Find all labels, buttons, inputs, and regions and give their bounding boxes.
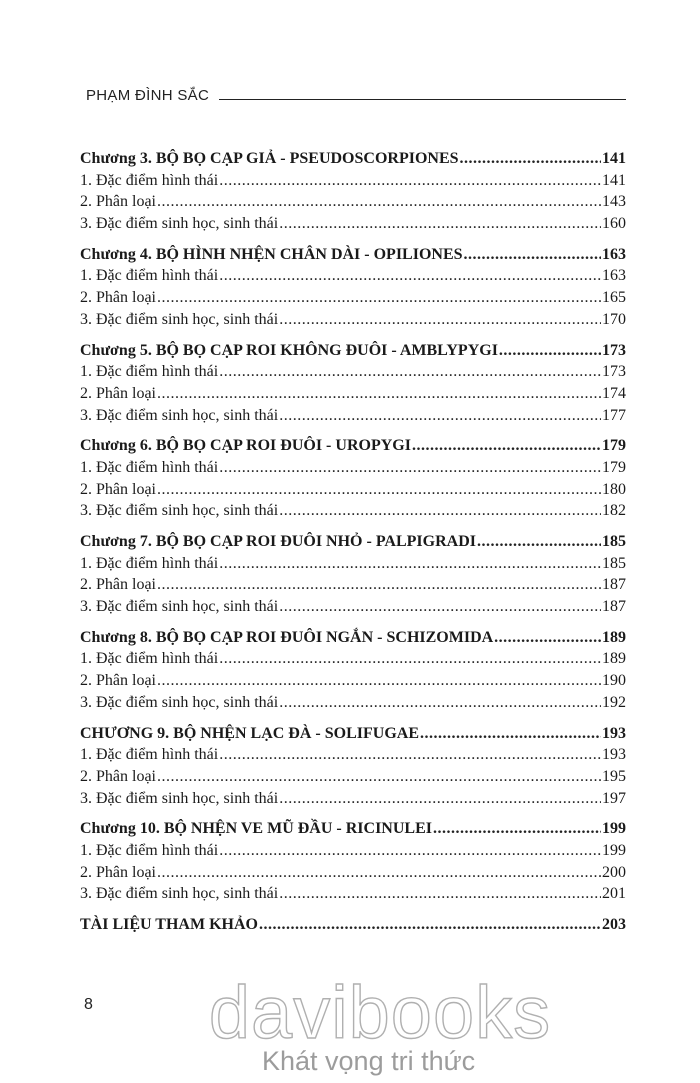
entry-label: 2. Phân loại [80, 767, 156, 785]
table-of-contents [80, 148, 626, 936]
dot-leader [157, 766, 601, 788]
entry-page: 160 [602, 215, 626, 233]
toc-entry [80, 170, 626, 192]
references-heading [80, 914, 626, 936]
running-header [86, 80, 626, 104]
dot-leader [433, 818, 601, 840]
chapter-title: Chương 10. BỘ NHỆN VE MŨ ĐẦU - RICINULEI [80, 820, 432, 838]
toc-entry [80, 479, 626, 501]
dot-leader [157, 287, 601, 309]
toc-chapter [80, 244, 626, 331]
entry-label: 3. Đặc điểm sinh học, sinh thái [80, 693, 279, 711]
entry-page: 193 [602, 746, 626, 764]
dot-leader [157, 574, 601, 596]
entry-page: 174 [602, 384, 626, 402]
toc-entry [80, 287, 626, 309]
dot-leader [464, 244, 601, 266]
dot-leader [157, 383, 601, 405]
toc-entry [80, 457, 626, 479]
toc-chapter [80, 148, 626, 235]
toc-chapter [80, 723, 626, 810]
chapter-page: 141 [602, 150, 626, 167]
chapter-heading [80, 531, 626, 553]
toc-entry [80, 670, 626, 692]
dot-leader [157, 191, 601, 213]
toc-entry [80, 361, 626, 383]
chapter-heading [80, 148, 626, 170]
dot-leader [279, 788, 601, 810]
chapter-title: Chương 5. BỘ BỌ CẠP ROI KHÔNG ĐUÔI - AMBLYPYGI [80, 341, 498, 359]
toc-entry [80, 648, 626, 670]
entry-page: 190 [602, 672, 626, 690]
dot-leader [279, 883, 601, 905]
entry-page: 182 [602, 502, 626, 520]
entry-page: 179 [602, 458, 626, 476]
entry-label: 3. Đặc điểm sinh học, sinh thái [80, 885, 279, 903]
entry-label: 3. Đặc điểm sinh học, sinh thái [80, 502, 279, 520]
dot-leader [279, 596, 601, 618]
entry-page: 143 [602, 193, 626, 211]
dot-leader [420, 723, 601, 745]
chapter-title: CHƯƠNG 9. BỘ NHỆN LẠC ĐÀ - SOLIFUGAE [80, 724, 419, 742]
entry-page: 165 [602, 289, 626, 307]
chapter-title: Chương 8. BỘ BỌ CẠP ROI ĐUÔI NGẮN - SCHIZOMIDA [80, 628, 494, 646]
chapter-page: 185 [602, 533, 626, 550]
dot-leader [279, 405, 601, 427]
entry-page: 185 [602, 554, 626, 572]
dot-leader [279, 500, 601, 522]
dot-leader [219, 648, 601, 670]
chapter-title: Chương 6. BỘ BỌ CẠP ROI ĐUÔI - UROPYGI [80, 437, 411, 455]
entry-page: 199 [602, 841, 626, 859]
entry-label: 3. Đặc điểm sinh học, sinh thái [80, 406, 279, 424]
chapter-heading [80, 435, 626, 457]
author-name: PHẠM ĐÌNH SẮC [86, 87, 210, 104]
entry-label: 2. Phân loại [80, 576, 156, 594]
entry-label: 2. Phân loại [80, 672, 156, 690]
chapter-heading [80, 818, 626, 840]
toc-entry [80, 766, 626, 788]
watermark-brand: davibooks [208, 971, 552, 1054]
entry-page: 197 [602, 789, 626, 807]
entry-label: 3. Đặc điểm sinh học, sinh thái [80, 215, 279, 233]
dot-leader [279, 309, 601, 331]
dot-leader [219, 457, 601, 479]
entry-page: 173 [602, 363, 626, 381]
chapter-heading [80, 723, 626, 745]
entry-label: 1. Đặc điểm hình thái [80, 458, 219, 476]
toc-entry [80, 788, 626, 810]
toc-entry [80, 405, 626, 427]
toc-entry [80, 744, 626, 766]
toc-entry [80, 862, 626, 884]
dot-leader [157, 479, 601, 501]
chapter-title: Chương 7. BỘ BỌ CẠP ROI ĐUÔI NHỎ - PALPIGRADI [80, 533, 476, 550]
dot-leader [219, 840, 601, 862]
dot-leader [259, 914, 601, 936]
chapter-page: 193 [602, 724, 626, 742]
references-page: 203 [602, 916, 626, 933]
dot-leader [219, 265, 601, 287]
dot-leader [477, 531, 601, 553]
entry-label: 1. Đặc điểm hình thái [80, 746, 219, 764]
chapter-page: 199 [602, 820, 626, 838]
chapter-heading [80, 244, 626, 266]
entry-label: 3. Đặc điểm sinh học, sinh thái [80, 598, 279, 616]
chapter-page: 163 [602, 245, 626, 263]
dot-leader [279, 692, 601, 714]
toc-entry [80, 213, 626, 235]
chapter-page: 179 [602, 437, 626, 455]
dot-leader [219, 170, 601, 192]
toc-entry [80, 574, 626, 596]
toc-chapter [80, 435, 626, 522]
entry-label: 1. Đặc điểm hình thái [80, 267, 219, 285]
entry-label: 3. Đặc điểm sinh học, sinh thái [80, 310, 279, 328]
entry-label: 1. Đặc điểm hình thái [80, 171, 219, 189]
watermark-slogan: Khát vọng tri thức [262, 1046, 476, 1076]
dot-leader [279, 213, 601, 235]
dot-leader [460, 148, 601, 170]
toc-chapter [80, 340, 626, 427]
chapter-heading [80, 340, 626, 362]
toc-entry [80, 309, 626, 331]
entry-label: 1. Đặc điểm hình thái [80, 650, 219, 668]
entry-page: 201 [602, 885, 626, 903]
chapter-heading [80, 627, 626, 649]
dot-leader [494, 627, 601, 649]
entry-page: 170 [602, 310, 626, 328]
toc-entry [80, 883, 626, 905]
entry-label: 1. Đặc điểm hình thái [80, 363, 219, 381]
dot-leader [157, 862, 601, 884]
dot-leader [219, 361, 601, 383]
entry-label: 2. Phân loại [80, 384, 156, 402]
entry-page: 141 [602, 171, 626, 189]
entry-label: 3. Đặc điểm sinh học, sinh thái [80, 789, 279, 807]
toc-entry [80, 265, 626, 287]
dot-leader [412, 435, 601, 457]
entry-page: 180 [602, 480, 626, 498]
entry-page: 195 [602, 767, 626, 785]
entry-label: 1. Đặc điểm hình thái [80, 554, 219, 572]
header-rule [219, 99, 626, 100]
entry-page: 177 [602, 406, 626, 424]
entry-page: 163 [602, 267, 626, 285]
toc-entry [80, 500, 626, 522]
publisher-watermark [0, 968, 700, 1083]
chapter-title: Chương 3. BỘ BỌ CẠP GIẢ - PSEUDOSCORPIONES [80, 150, 459, 167]
chapter-page: 173 [602, 341, 626, 359]
toc-entry [80, 692, 626, 714]
dot-leader [499, 340, 601, 362]
entry-label: 1. Đặc điểm hình thái [80, 841, 219, 859]
entry-label: 2. Phân loại [80, 480, 156, 498]
toc-chapter [80, 627, 626, 714]
page-number: 8 [84, 996, 93, 1013]
entry-label: 2. Phân loại [80, 863, 156, 881]
toc-entry [80, 553, 626, 575]
dot-leader [219, 553, 601, 575]
chapter-title: Chương 4. BỘ HÌNH NHỆN CHÂN DÀI - OPILIONES [80, 245, 463, 263]
toc-chapter [80, 531, 626, 618]
dot-leader [219, 744, 601, 766]
entry-label: 2. Phân loại [80, 193, 156, 211]
toc-entry [80, 191, 626, 213]
entry-page: 187 [602, 598, 626, 616]
dot-leader [157, 670, 601, 692]
chapter-page: 189 [602, 628, 626, 646]
toc-entry [80, 383, 626, 405]
entry-page: 200 [602, 863, 626, 881]
entry-label: 2. Phân loại [80, 289, 156, 307]
toc-entry [80, 840, 626, 862]
toc-entry [80, 596, 626, 618]
toc-chapter [80, 818, 626, 905]
references-title: TÀI LIỆU THAM KHẢO [80, 916, 258, 933]
entry-page: 189 [602, 650, 626, 668]
entry-page: 192 [602, 693, 626, 711]
entry-page: 187 [602, 576, 626, 594]
